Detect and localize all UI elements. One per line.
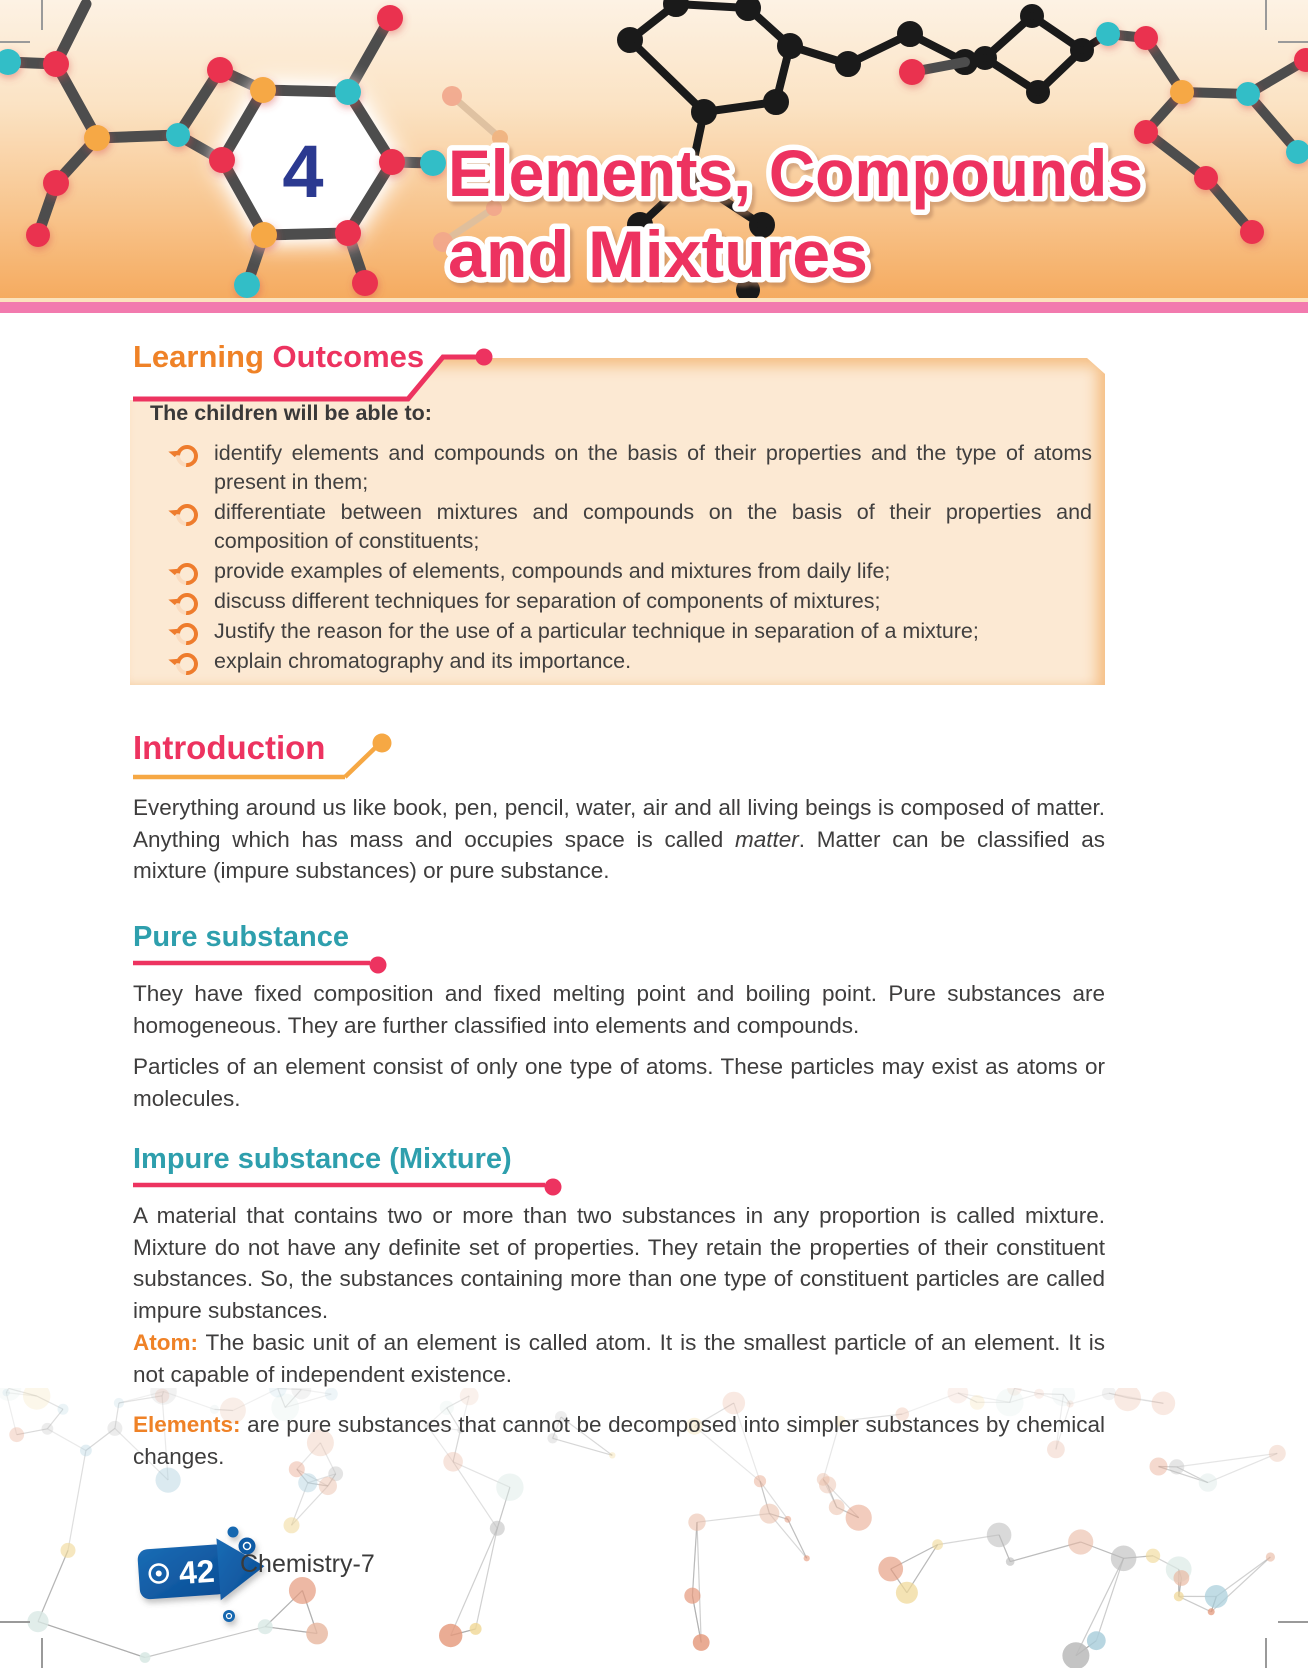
header-divider-pink [0,302,1308,313]
list-item-text: Justify the reason for the use of a particular technique in separation of a mixture; [214,619,979,643]
pure-substance-paragraph-2: Particles of an element consist of only one type of atoms. These particles may exist as atoms or molecules. [133,1054,1105,1111]
bullet-arrow-icon [172,619,203,650]
bullet-arrow-icon [172,559,203,590]
underline-dot [545,1179,562,1196]
introduction-heading: Introduction [133,729,326,766]
learning-outcomes-heading-word2: Outcomes [272,339,425,374]
bullet-arrow-icon [172,649,203,680]
bullet-arrow-icon [172,589,203,620]
learning-outcomes-content [150,398,1092,677]
underline-dot [370,957,387,974]
list-item-text: provide examples of elements, compounds and mixtures from daily life; [214,559,891,583]
chapter-header [0,0,1308,298]
underline-dot [373,734,392,753]
page-number-badge [125,1518,375,1648]
introduction-paragraph [133,792,1105,887]
list-item [150,498,1092,556]
italic-term: matter [735,826,799,852]
elements-label: Elements: [133,1412,241,1437]
learning-outcomes-heading-word1: Learning [133,339,264,374]
atom-definition [133,1327,1105,1390]
chapter-title [448,136,1143,291]
book-title: Chemistry-7 [240,1550,375,1578]
paragraph-text: . Matter can be classified as mixture (impure substances) or pure substance. [133,826,1105,883]
list-item-text: explain chromatography and its importance. [214,649,632,673]
list-item [150,647,1092,676]
molecule-header-art [0,0,1308,298]
list-item [150,617,1092,646]
chapter-title-line1: Elements, Compounds [448,136,1143,210]
bullet-arrow-icon [172,500,203,531]
learning-outcomes-lead: The children will be able to: [150,401,432,425]
bubble-decoration [223,1610,235,1622]
list-item-text: differentiate between mixtures and compounds on the basis of their properties and composition of constituents; [214,500,1092,553]
underline-dot [476,349,493,366]
list-item [150,439,1092,497]
chapter-title-line2: and Mixtures [448,217,868,291]
list-item [150,587,1092,616]
chapter-number: 4 [282,130,324,213]
paragraph-text: Everything around us like book, pen, pencil, water, air and all living beings is composed of matter. Anything which has mass and occupies space is called [133,795,1105,852]
bubble-decoration [228,1527,239,1538]
elements-definition [133,1409,1105,1472]
learning-outcomes-underline [120,335,520,410]
bullet-arrow-icon [172,441,203,472]
impure-substance-paragraph: A material that contains two or more than two substances in any proportion is called mixture. Mixture do not have any definite set of properties. They retain the properties of their constituent substances. So, the substances containing more than one type of constituent particles are called impure substances. [133,1203,1105,1323]
list-item [150,557,1092,586]
introduction-underline [125,725,415,789]
pure-substance-heading: Pure substance [133,921,349,953]
pure-substance-paragraph-1: They have fixed composition and fixed melting point and boiling point. Pure substances are homogeneous. They are further classified into elements and compounds. [133,981,1105,1038]
learning-outcomes-list [150,439,1092,676]
list-item-text: discuss different techniques for separation of components of mixtures; [214,589,881,613]
elements-text: are pure substances that cannot be decomposed into simpler substances by chemical changes. [133,1412,1105,1469]
list-item-text: identify elements and compounds on the basis of their properties and the type of atoms present in them; [214,441,1092,494]
atom-label: Atom: [133,1330,198,1355]
atom-text: The basic unit of an element is called atom. It is the smallest particle of an element. It is not capable of independent existence. [133,1330,1105,1387]
impure-substance-heading: Impure substance (Mixture) [133,1143,512,1175]
page-number: 42 [177,1552,216,1592]
